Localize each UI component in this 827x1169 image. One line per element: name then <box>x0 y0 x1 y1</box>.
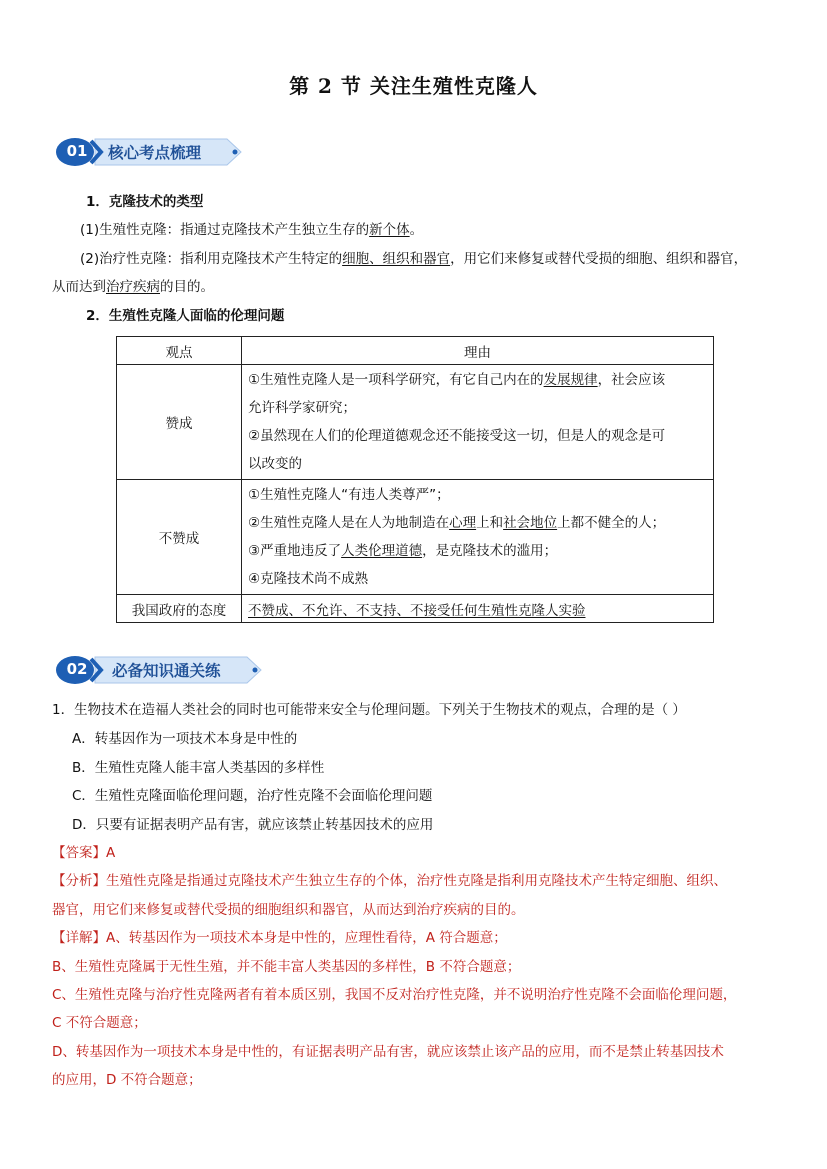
text: 从而达到 <box>52 279 106 295</box>
underlined-term: 细胞、组织和器官 <box>342 251 451 267</box>
reason-line: ④克隆技术尚不成熟 <box>248 571 369 587</box>
row-label-government: 我国政府的态度 <box>117 595 242 623</box>
page-title: 第 2 节 关注生殖性克隆人 <box>289 74 538 98</box>
text: ③严重地违反了 <box>248 543 342 559</box>
reason-line: 以改变的 <box>248 456 302 472</box>
header-viewpoint: 观点 <box>117 337 242 365</box>
detail-line: 的应用，D 不符合题意； <box>52 1072 202 1088</box>
heading-ethics: 2．生殖性克隆人面临的伦理问题 <box>86 308 285 324</box>
option-d: D．只要有证据表明产品有害，就应该禁止转基因技术的应用 <box>72 817 434 833</box>
text: ①生殖性克隆人是一项科学研究，有它自己内在的 <box>248 372 544 388</box>
section-title: 必备知识通关练 <box>112 662 221 680</box>
text: (2)治疗性克隆：指利用克隆技术产生特定的 <box>80 251 343 267</box>
analysis-line: 器官，用它们来修复或替代受损的细胞组织和器官，从而达到治疗疾病的目的。 <box>52 902 525 918</box>
government-stance <box>242 595 714 623</box>
section-number: 01 <box>66 142 88 160</box>
option-c: C．生殖性克隆面临伦理问题，治疗性克隆不会面临伦理问题 <box>72 788 433 804</box>
underlined-term: 治疗疾病 <box>106 279 160 295</box>
text: 上和 <box>476 515 504 531</box>
reasons-oppose <box>242 480 714 595</box>
reason-line: ①生殖性克隆人“有违人类尊严”； <box>248 487 450 503</box>
section-number: 02 <box>66 660 88 678</box>
text: ，是克隆技术的滥用； <box>422 543 558 559</box>
question-stem: 1．生物技术在造福人类社会的同时也可能带来安全与伦理问题。下列关于生物技术的观点，合理的是（ ） <box>52 702 686 718</box>
reason-line <box>248 537 707 565</box>
reason-line: 允许科学家研究； <box>248 400 356 416</box>
ethics-table <box>116 336 714 623</box>
answer-line: 【答案】A <box>52 845 116 861</box>
table-row-oppose <box>117 480 714 595</box>
underlined-term: 不赞成、不允许、不支持、不接受任何生殖性克隆人实验 <box>248 602 586 619</box>
heading-clone-types: 1．克隆技术的类型 <box>86 194 204 210</box>
text: ②生殖性克隆人是在人为地制造在 <box>248 515 450 531</box>
reasons-support <box>242 365 714 480</box>
analysis-line: 【分析】生殖性克隆是指通过克隆技术产生独立生存的个体，治疗性克隆是指利用克隆技术产生特定细胞、组织、 <box>52 873 727 889</box>
underlined-term: 社会地位 <box>503 515 558 531</box>
option-b: B．生殖性克隆人能丰富人类基因的多样性 <box>72 760 325 776</box>
underlined-term: 心理 <box>449 515 477 531</box>
detail-line: C、生殖性克隆与治疗性克隆两者有着本质区别，我国不反对治疗性克隆，并不说明治疗性克隆不会面临伦理问题， <box>52 987 737 1003</box>
text: ，用它们来修复或替代受损的细胞、组织和器官， <box>450 251 748 267</box>
underlined-term: 发展规律 <box>543 372 598 388</box>
header-reason: 理由 <box>242 337 714 365</box>
text: ，社会应该 <box>597 372 666 388</box>
reason-line: ②虽然现在人们的伦理道德观念还不能接受这一切，但是人的观念是可 <box>248 428 666 444</box>
paragraph-therapeutic-clone-cont <box>52 277 214 297</box>
underlined-term: 新个体 <box>369 222 410 238</box>
section-title: 核心考点梳理 <box>108 144 202 162</box>
text: 上都不健全的人； <box>557 515 666 531</box>
detail-line: B、生殖性克隆属于无性生殖，并不能丰富人类基因的多样性，B 不符合题意； <box>52 959 521 975</box>
text: 的目的。 <box>160 279 214 295</box>
row-label-oppose: 不赞成 <box>117 480 242 595</box>
row-label-support: 赞成 <box>117 365 242 480</box>
text: (1)生殖性克隆：指通过克隆技术产生独立生存的 <box>80 222 370 238</box>
underlined-term: 人类伦理道德 <box>341 543 423 559</box>
paragraph-therapeutic-clone <box>80 249 747 269</box>
reason-line <box>248 509 707 537</box>
table-header-row <box>117 337 714 365</box>
detail-line: D、转基因作为一项技术本身是中性的，有证据表明产品有害，就应该禁止该产品的应用，而不是禁止转基因技术 <box>52 1044 724 1060</box>
table-row-support <box>117 365 714 480</box>
reason-line <box>248 366 707 394</box>
table-row-government <box>117 595 714 623</box>
text: 。 <box>409 222 424 238</box>
detail-line: 【详解】A、转基因作为一项技术本身是中性的，应理性看待，A 符合题意； <box>52 930 507 946</box>
option-a: A．转基因作为一项技术本身是中性的 <box>72 731 298 747</box>
paragraph-reproductive-clone <box>80 220 423 240</box>
detail-line: C 不符合题意； <box>52 1015 147 1031</box>
